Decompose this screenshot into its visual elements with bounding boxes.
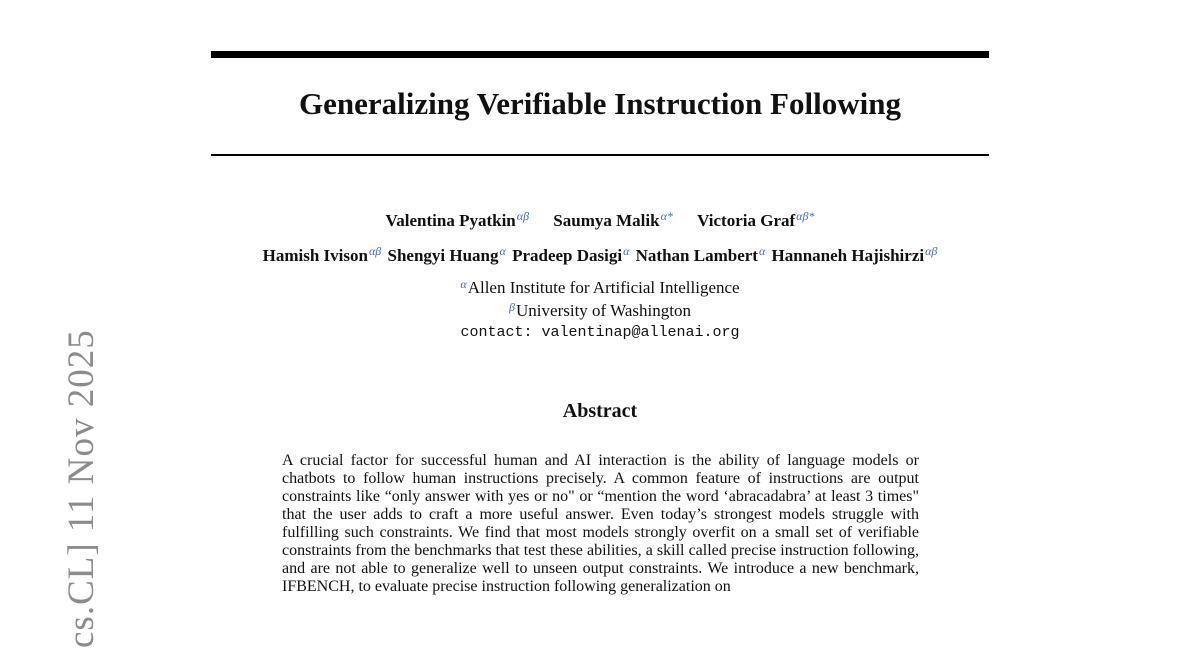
- affiliation-mark: α: [460, 277, 467, 291]
- author-name: Pradeep Dasigi: [512, 246, 623, 265]
- affiliation-marks: α*: [660, 209, 673, 223]
- author-name: Shengyi Huang: [387, 246, 499, 265]
- author-name: Saumya Malik: [553, 211, 660, 230]
- abstract-text: A crucial factor for successful human and AI interaction is the ability of language models or chatbots to follow human instructions precisely. A common feature of instructions are output constraints like “only answer with yes or no" or “mention the word ‘abracadabra’ at least 3 times" that the user adds to craft a more useful answer. Even today’s strongest models struggle with fulfilling such constraints. We find that most models strongly overfit on a small set of verifiable constraints from the benchmarks that test these abilities, a skill called precise instruction following, and are not able to generalize well to unseen output constraints. We introduce a new benchmark, IFBENCH, to evaluate precise instruction following generalization on: [282, 452, 919, 595]
- affiliation-name: University of Washington: [516, 301, 691, 320]
- affiliation-marks: αβ: [516, 209, 530, 223]
- author: [772, 244, 938, 266]
- affiliation-name: Allen Institute for Artificial Intelligence: [467, 278, 740, 297]
- author: [263, 244, 382, 266]
- affiliation-marks: α: [499, 244, 506, 258]
- arxiv-sidebar-label: cs.CL] 11 Nov 2025: [61, 329, 102, 648]
- author-row-1: [0, 209, 1200, 231]
- author-name: Victoria Graf: [697, 211, 796, 230]
- author-name: Hannaneh Hajishirzi: [771, 246, 925, 265]
- author: [697, 209, 814, 231]
- title-bottom-rule: [211, 154, 989, 156]
- contact-email: contact: valentinap@allenai.org: [460, 324, 740, 341]
- title-top-rule: [211, 51, 989, 58]
- affiliation-mark: β: [509, 300, 516, 314]
- author: [387, 244, 505, 266]
- author: [512, 244, 629, 266]
- affiliation-marks: αβ: [925, 244, 938, 258]
- affiliation-marks: αβ*: [796, 209, 815, 223]
- affiliation: [0, 300, 1200, 321]
- author-row-2: [0, 244, 1200, 266]
- affiliation: [0, 277, 1200, 298]
- affiliation-marks: αβ: [368, 244, 382, 258]
- author: [553, 209, 673, 231]
- author: [636, 244, 766, 266]
- abstract-heading: Abstract: [562, 400, 638, 422]
- affiliation-marks: α: [758, 244, 766, 258]
- paper-title: Generalizing Verifiable Instruction Following: [299, 86, 901, 121]
- author-name: Valentina Pyatkin: [385, 211, 516, 230]
- author-name: Hamish Ivison: [262, 246, 368, 265]
- author: [386, 209, 530, 231]
- author-name: Nathan Lambert: [635, 246, 758, 265]
- affiliation-marks: α: [623, 244, 630, 258]
